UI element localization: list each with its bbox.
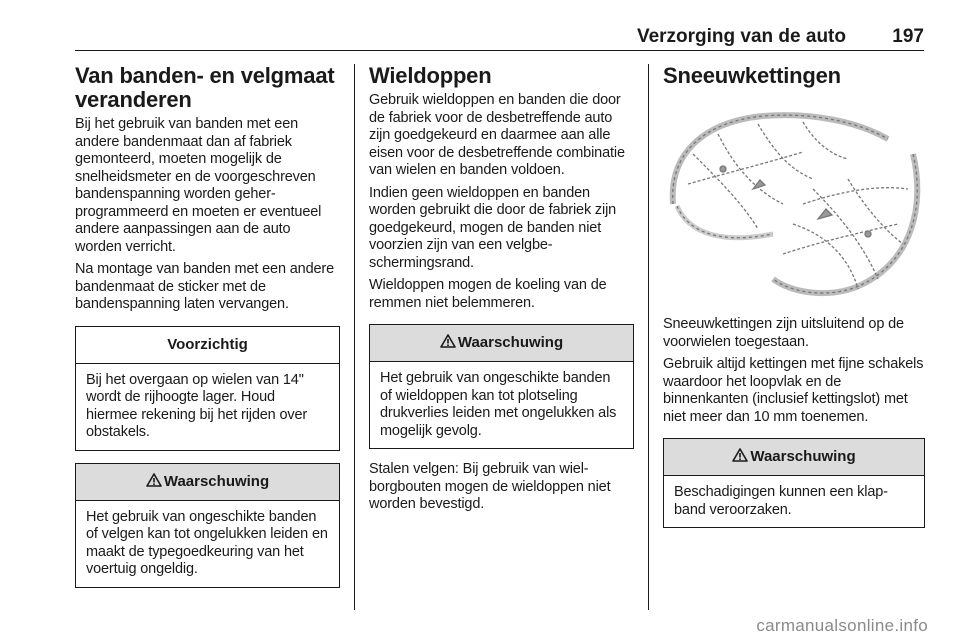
paragraph: Wieldoppen mogen de koeling van de remmen niet belemmeren.	[369, 277, 607, 311]
warning-box	[75, 463, 340, 588]
warning-box-header	[76, 464, 339, 501]
warning-box-text: Het gebruik van ongeschikte banden of wieldoppen kan tot plotseling drukverlies leiden met ongelukken als mogelijk gevolg.	[380, 370, 617, 439]
warning-box-title: Waarschuwing	[163, 472, 270, 490]
warning-box-title: Waarschuwing	[750, 448, 856, 465]
heading-snow-chains: Sneeuwkettingen	[663, 63, 841, 88]
section-title: Verzorging van de auto	[636, 26, 846, 47]
paragraph: Indien geen wieldoppen en banden worden gebruikt die door de fabriek zijn goedgekeurd, mogen de banden niet voorzien zijn van een velgbeschermingsrand.	[369, 184, 617, 271]
paragraph: Gebruik altijd kettingen met fijne schakels waardoor het loopvlak en de binnenkanten (inclusief kettingslot) met niet meer dan 10 mm toenemen.	[663, 356, 924, 425]
column-divider	[354, 64, 355, 610]
paragraph: Na montage van banden met een andere bandenmaat de sticker met de bandenspanning laten vervangen.	[75, 261, 335, 312]
caution-box-text: Bij het overgaan op wielen van 14" wordt de rijhoogte lager. Houd hiermee rekening bij het rijden over obstakels.	[86, 371, 308, 440]
heading-tire-size: Van banden- en velgmaat veranderen	[75, 63, 335, 112]
warning-triangle-icon	[732, 448, 748, 462]
column-divider	[648, 64, 649, 610]
caution-box	[75, 326, 340, 451]
warning-box-header	[370, 325, 633, 362]
warning-box-text: Het gebruik van ongeschikte banden of velgen kan tot ongelukken leiden en maakt de typegoedkeuring van het voertuig ongeldig.	[86, 508, 328, 577]
paragraph: Stalen velgen: Bij gebruik van wielborgbouten mogen de wieldoppen niet worden bevestigd.	[369, 461, 611, 512]
snow-chain-illustration	[663, 94, 925, 306]
page-number: 197	[892, 26, 924, 47]
warning-box-text: Beschadigingen kunnen een klapband veroorzaken.	[674, 484, 888, 518]
paragraph: Gebruik wieldoppen en banden die door de fabriek voor de desbetreffende auto zijn goedgekeurd en daarmee aan alle eisen voor de desbetreffende combinatie van wielen en banden voldoen.	[369, 92, 625, 178]
paragraph: Sneeuwkettingen zijn uitsluitend op de voorwielen toegestaan.	[663, 316, 904, 350]
warning-box-header	[664, 439, 924, 476]
column-tire-size	[75, 64, 340, 596]
paragraph: Bij het gebruik van banden met een andere bandenmaat dan af fabriek gemonteerd, moeten mogelijk de snelheidsmeter en de voorgeschreven bandenspanning worden geherprogrammeerd en moeten er eventueel andere aanpassingen aan de auto worden verricht.	[75, 116, 322, 255]
warning-triangle-icon	[146, 473, 162, 487]
watermark: carmanualsonline.info	[756, 616, 928, 635]
column-snow-chains	[663, 64, 925, 536]
warning-box	[369, 324, 634, 449]
caution-box-title: Voorzichtig	[76, 327, 339, 364]
page-header	[75, 20, 924, 51]
column-hubcaps	[369, 64, 634, 519]
warning-box-title: Waarschuwing	[457, 334, 564, 351]
warning-triangle-icon	[440, 334, 456, 348]
heading-hubcaps: Wieldoppen	[369, 63, 492, 88]
warning-box	[663, 438, 925, 528]
